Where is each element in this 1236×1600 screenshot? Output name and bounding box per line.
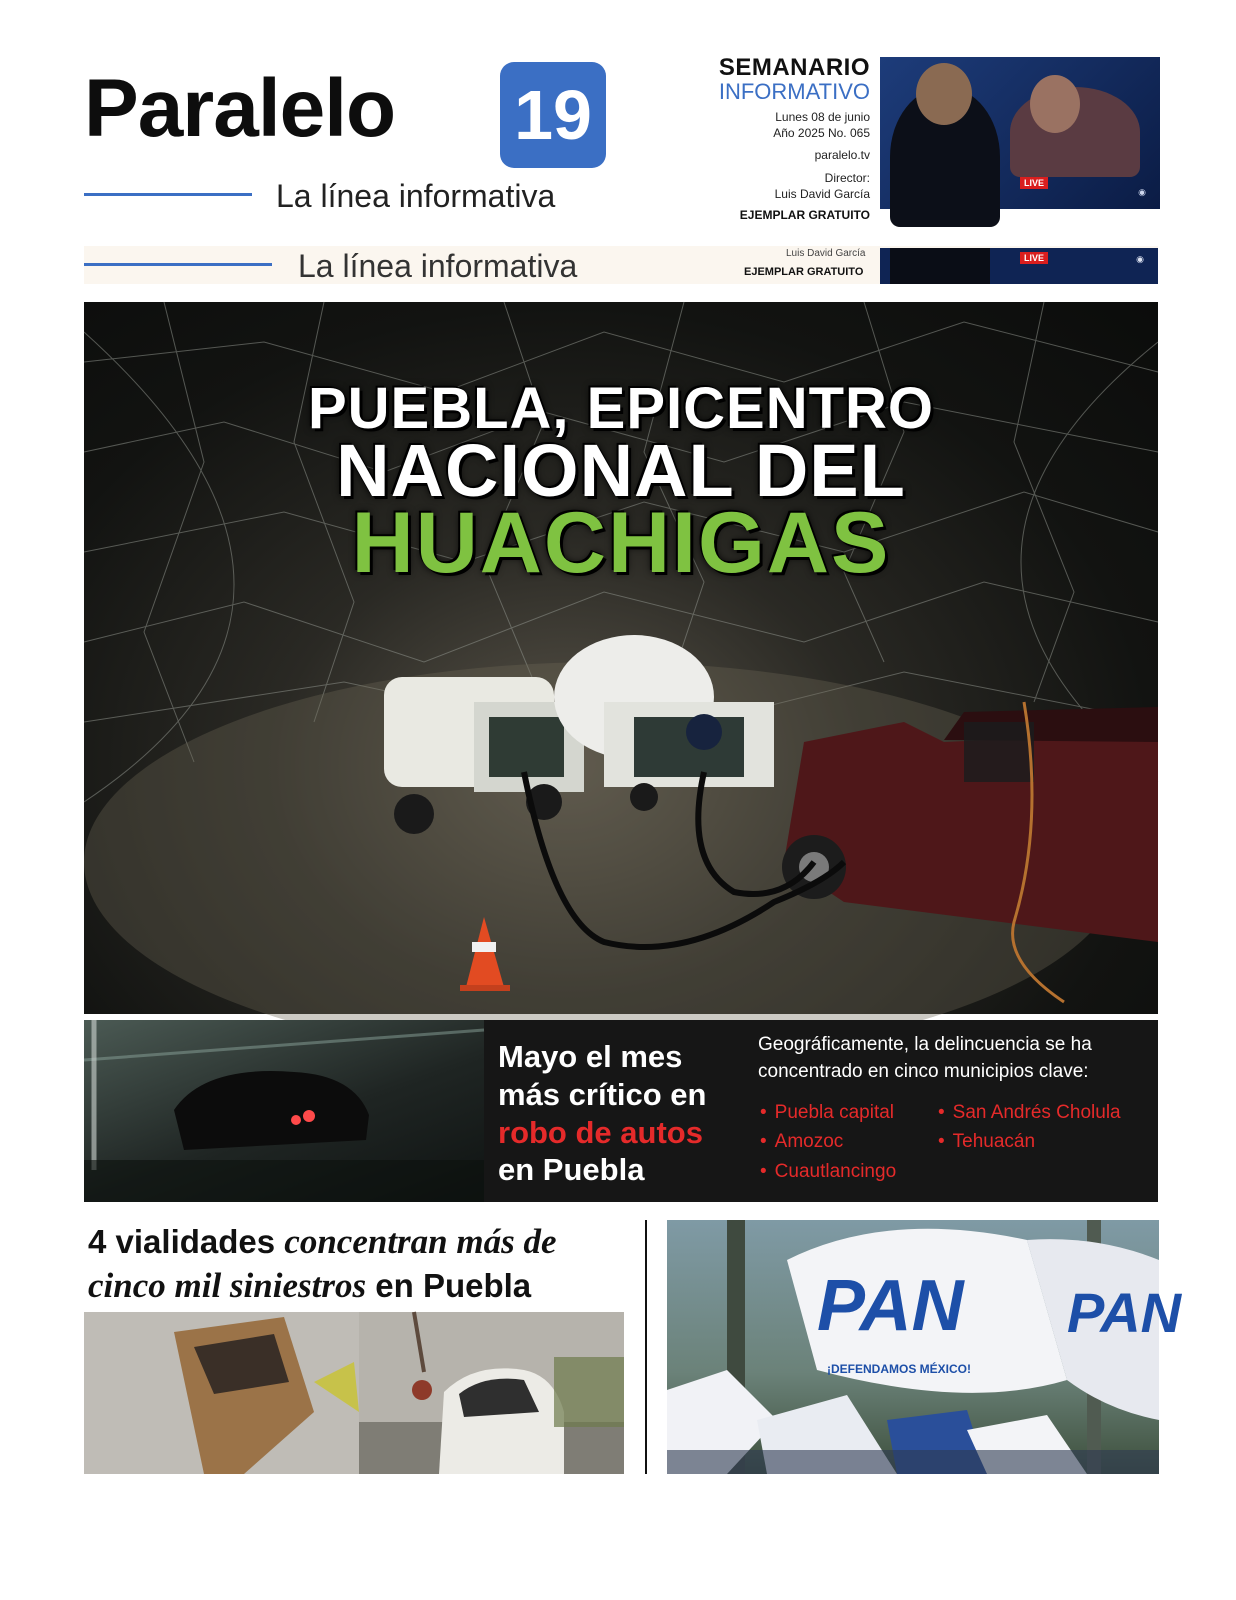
brand-name: Paralelo [84,63,396,154]
brand-number-badge: 19 [500,62,606,168]
municipality-item: • Puebla capital [760,1102,894,1124]
night-car-illustration [84,1020,484,1202]
car-theft-intro: Geográficamente, la delincuencia se ha concentrado en cinco municipios clave: [758,1034,1092,1082]
pan-flag-logo: PAN [817,1266,964,1346]
brand-tagline: La línea informativa [276,178,556,214]
car-theft-headline-highlight: robo de autos [498,1114,703,1150]
hero-headline-line1: PUEBLA, EPICENTRO [307,376,935,441]
hero-headline-line3: HUACHIGAS [351,495,891,591]
director-name: Luis David García [774,186,870,201]
accidents-headline-count: 4 vialidades [88,1223,276,1260]
accidents-headline-end: en Puebla [375,1266,532,1304]
tagline-rule [84,193,252,196]
edition-type: SEMANARIO [718,54,870,81]
municipality-item: • Cuautlancingo [760,1161,896,1183]
band-rule [84,263,272,266]
hero-huachigas[interactable] [84,302,1158,1014]
municipality-item: • San Andrés Cholula [938,1102,1121,1124]
municipality-item: • Tehuacán [938,1131,1035,1153]
band-director-name: Luis David García [786,248,866,259]
anchor-woman-head [1030,75,1080,133]
car-theft-photo [84,1020,484,1202]
free-copy-label: EJEMPLAR GRATUITO [739,208,870,223]
anchor-man-head [916,63,972,125]
accidents-headline[interactable] [88,1220,633,1308]
band-tagline: La línea informativa [298,248,578,284]
band-show-logo-icon: ◉ [1136,254,1144,264]
accidents-headline-middle: concentran más de cinco mil siniestros [88,1222,557,1305]
issue-date: Lunes 08 de junio [775,110,870,125]
accidents-photo[interactable] [84,1312,624,1474]
edition-subtype: INFORMATIVO [718,79,870,104]
crashed-cars-illustration [84,1312,624,1474]
live-badge: LIVE [1020,177,1048,189]
car-theft-headline-line2: más crítico en [498,1076,707,1112]
show-logo-icon: ◉ [1138,187,1146,197]
pan-rally-photo[interactable] [667,1220,1182,1474]
director-label: Director: [824,170,870,185]
issue-number: Año 2025 No. 065 [773,126,870,141]
pan-flags-illustration [667,1220,1159,1474]
car-theft-headline-line4: en Puebla [498,1152,645,1188]
band-tv-strip [880,248,1158,284]
municipality-item: • Amozoc [760,1131,843,1153]
band-free-copy: EJEMPLAR GRATUITO [744,266,864,278]
car-theft-headline-line1: Mayo el mes [498,1039,683,1074]
band-live-badge: LIVE [1020,252,1048,264]
car-theft-story[interactable] [84,1020,1158,1202]
tv-promo-image[interactable] [880,57,1160,209]
car-theft-headline [498,1038,706,1189]
band-anchor-figure [890,248,990,284]
hero-headline-line2: NACIONAL DEL [336,429,906,512]
pan-slogan: ¡DEFENDAMOS MÉXICO! [827,1362,971,1376]
pan-flag-logo-secondary: PAN [1067,1281,1182,1344]
column-divider [645,1220,647,1474]
edition-info [700,56,870,222]
website-link[interactable]: paralelo.tv [814,148,870,163]
